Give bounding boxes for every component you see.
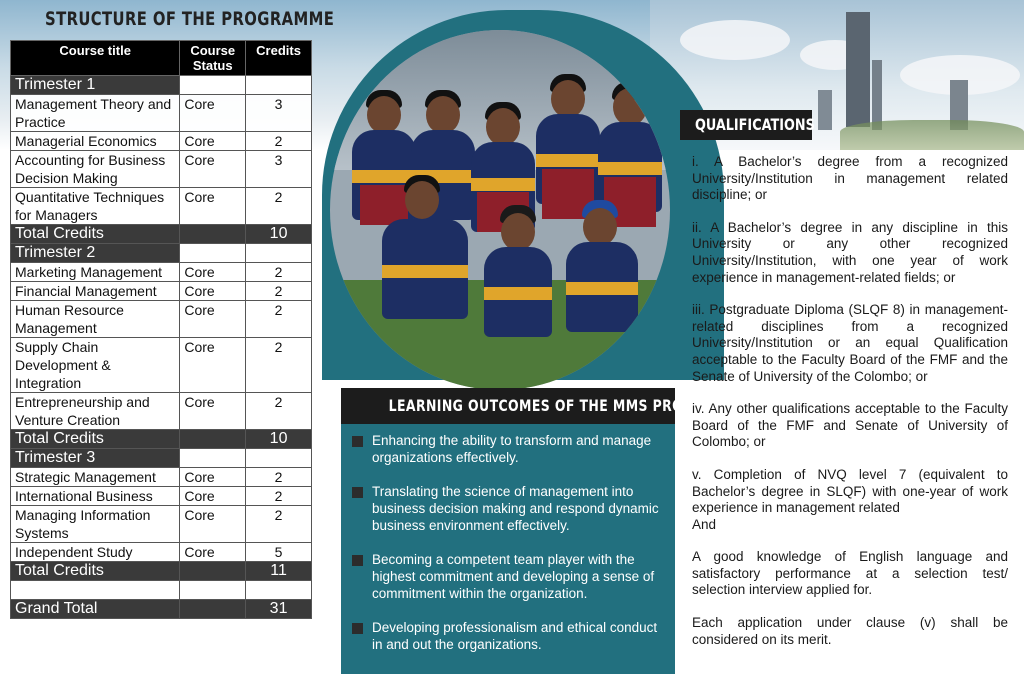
course-status: Core xyxy=(180,132,246,151)
outcome-text: Becoming a competent team player with the highest commitment and developing a sense of commitment within the organization. xyxy=(372,552,655,601)
table-row xyxy=(11,543,312,562)
list-item xyxy=(350,432,668,466)
qualification-item: iii. Postgraduate Diploma (SLQF 8) in management-related disciplines from a recognized University/Institution or an equal Qualification acceptable to the Faculty Board of the FMF and the Senate of University of the Colombo; or xyxy=(692,302,1008,384)
total-credits-row xyxy=(11,562,312,581)
course-title: Supply Chain Development & Integration xyxy=(11,338,180,393)
course-status: Core xyxy=(180,338,246,393)
table-row xyxy=(11,468,312,487)
course-title: Entrepreneurship and Venture Creation xyxy=(11,393,180,430)
grand-total-value: 31 xyxy=(246,600,312,619)
course-title: Strategic Management xyxy=(11,468,180,487)
course-title: Managerial Economics xyxy=(11,132,180,151)
table-row xyxy=(11,393,312,430)
qualification-item: i. A Bachelor’s degree from a recognized University/Institution in management related discipline; or xyxy=(692,154,1008,203)
trimester-row xyxy=(11,244,312,263)
course-status: Core xyxy=(180,263,246,282)
table-row xyxy=(11,188,312,225)
and-text: And xyxy=(692,516,717,532)
table-row xyxy=(11,132,312,151)
grand-total-label: Grand Total xyxy=(11,600,180,619)
course-credits: 2 xyxy=(246,132,312,151)
header-credits: Credits xyxy=(246,41,312,76)
total-credits-row xyxy=(11,225,312,244)
course-status: Core xyxy=(180,487,246,506)
course-credits: 2 xyxy=(246,487,312,506)
course-status: Core xyxy=(180,393,246,430)
clause-note-text: Each application under clause (v) shall be considered on its merit. xyxy=(692,615,1008,647)
course-title: Independent Study xyxy=(11,543,180,562)
course-title: Human Resource Management xyxy=(11,301,180,338)
outcome-text: Enhancing the ability to transform and manage organizations effectively. xyxy=(372,433,652,465)
trimester-row xyxy=(11,76,312,95)
table-row xyxy=(11,282,312,301)
table-row xyxy=(11,95,312,132)
empty-row xyxy=(11,581,312,600)
course-title: Financial Management xyxy=(11,282,180,301)
programme-structure-heading: STRUCTURE OF THE PROGRAMME xyxy=(45,8,335,30)
trimester-label: Trimester 1 xyxy=(11,76,180,95)
course-status: Core xyxy=(180,188,246,225)
course-title: Managing Information Systems xyxy=(11,506,180,543)
course-credits: 2 xyxy=(246,393,312,430)
outcome-text: Translating the science of management into business decision making and respond dynamic business environment effectively. xyxy=(372,484,659,533)
course-title: Quantitative Techniques for Managers xyxy=(11,188,180,225)
course-credits: 2 xyxy=(246,468,312,487)
table-row xyxy=(11,338,312,393)
square-bullet-icon xyxy=(352,623,363,634)
trimester-label: Trimester 3 xyxy=(11,449,180,468)
list-item xyxy=(350,551,668,602)
square-bullet-icon xyxy=(352,487,363,498)
learning-outcomes-list xyxy=(350,432,668,670)
total-credits-row xyxy=(11,430,312,449)
course-title: International Business xyxy=(11,487,180,506)
course-credits: 3 xyxy=(246,95,312,132)
english-requirement-text: A good knowledge of English language and satisfactory performance at a selection test/ selection interview applied for. xyxy=(692,549,1008,598)
list-item xyxy=(350,483,668,534)
learning-outcomes-heading xyxy=(341,388,727,424)
outcome-text: Developing professionalism and ethical conduct in and out the organizations. xyxy=(372,620,658,652)
course-status: Core xyxy=(180,468,246,487)
square-bullet-icon xyxy=(352,436,363,447)
course-title: Management Theory and Practice xyxy=(11,95,180,132)
total-credits-value: 11 xyxy=(246,562,312,581)
total-credits-label: Total Credits xyxy=(11,562,180,581)
course-credits: 2 xyxy=(246,282,312,301)
course-credits: 2 xyxy=(246,301,312,338)
trees-decoration xyxy=(840,120,1024,150)
qualifications-list xyxy=(692,154,1008,664)
course-credits: 2 xyxy=(246,506,312,543)
table-row xyxy=(11,487,312,506)
total-credits-value: 10 xyxy=(246,430,312,449)
qualification-item: iv. Any other qualifications acceptable to the Faculty Board of the FMF and Senate of University of Colombo; or xyxy=(692,401,1008,450)
header-course-status: Course Status xyxy=(180,41,246,76)
course-credits: 5 xyxy=(246,543,312,562)
total-credits-label: Total Credits xyxy=(11,225,180,244)
square-bullet-icon xyxy=(352,555,363,566)
header-course-title: Course title xyxy=(11,41,180,76)
course-credits: 2 xyxy=(246,188,312,225)
grand-total-row xyxy=(11,600,312,619)
qualification-item: ii. A Bachelor’s degree in any discipline in this University or any other recognized University/Institution, with one year of work experience in management-related fields; or xyxy=(692,219,1008,285)
course-credits: 3 xyxy=(246,151,312,188)
course-credits: 2 xyxy=(246,338,312,393)
qualifications-heading xyxy=(680,110,815,140)
table-row xyxy=(11,151,312,188)
course-status: Core xyxy=(180,282,246,301)
course-status: Core xyxy=(180,151,246,188)
total-credits-value: 10 xyxy=(246,225,312,244)
course-credits: 2 xyxy=(246,263,312,282)
course-status: Core xyxy=(180,506,246,543)
total-credits-label: Total Credits xyxy=(11,430,180,449)
table-row xyxy=(11,263,312,282)
course-structure-table xyxy=(10,40,312,619)
course-status: Core xyxy=(180,301,246,338)
student-group-photo xyxy=(330,30,670,390)
learning-outcomes-title: LEARNING OUTCOMES OF THE MMS PROGRAM xyxy=(388,396,727,415)
course-title: Accounting for Business Decision Making xyxy=(11,151,180,188)
trimester-label: Trimester 2 xyxy=(11,244,180,263)
course-title: Marketing Management xyxy=(11,263,180,282)
list-item xyxy=(350,619,668,653)
table-row xyxy=(11,506,312,543)
trimester-row xyxy=(11,449,312,468)
table-header-row xyxy=(11,41,312,76)
table-row xyxy=(11,301,312,338)
course-status: Core xyxy=(180,543,246,562)
qualifications-title: QUALIFICATIONS xyxy=(694,115,815,134)
course-status: Core xyxy=(180,95,246,132)
qualification-item: v. Completion of NVQ level 7 (equivalent to Bachelor’s degree in SLQF) with one-year of work experience in management related xyxy=(692,466,1008,516)
